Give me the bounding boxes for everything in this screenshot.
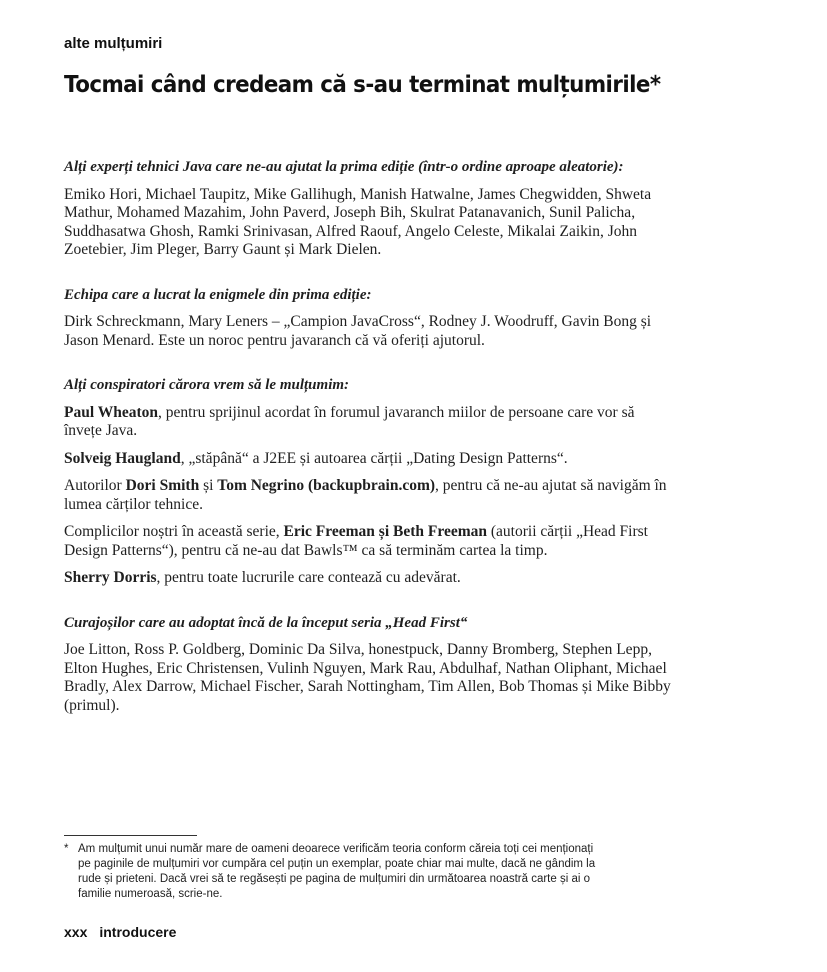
page-title: Tocmai când credeam că s-au terminat mulțumirile* [64,72,661,98]
thanks-paragraph [64,450,674,469]
section-technical-experts [64,158,674,260]
person-name: Eric Freeman și Beth Freeman [283,523,487,540]
page-footer [64,924,176,940]
section-conspirators [64,376,674,588]
thanks-paragraph [64,477,674,514]
section-heading: Echipa care a lucrat la enigmele din prima ediție: [64,286,372,303]
thanks-prefix: Complicilor noștri în această serie, [64,523,284,540]
thanks-text: (autorii cărții „Head First Design Patterns“), pentru că ne-au dat Bawls™ ca să terminăm cartea la timp. [64,523,648,559]
chapter-name: introducere [99,924,177,940]
section-puzzle-team [64,286,674,351]
footnote-divider [64,835,197,836]
acknowledgements-content [64,158,674,741]
person-name: Sherry Dorris [64,569,157,586]
footnote [64,842,604,902]
footnote-text: Am mulțumit unui număr mare de oameni deoarece verificăm teoria conform căreia toți cei menționați pe paginile de mulțumiri vor cumpăra cel puțin un exemplar, poate chiar mai multe, dacă ne gândim la rude și prieteni. Dacă vrei să te regăsești pe pagina de mulțumiri din următoarea noastră carte și ai o familie numeroasă, scrie-ne. [78,843,596,900]
thanks-conjunction: și [199,477,218,494]
section-body: Emiko Hori, Michael Taupitz, Mike Gallihugh, Manish Hatwalne, James Chegwidden, Shweta Mathur, Mohamed Mazahim, John Paverd, Joseph Bih, Skulrat Patanavanich, Sunil Palicha, Suddhasatwa Ghosh, Ramki Srinivasan, Alfred Raouf, Angelo Celeste, Mikalai Zaikin, John Zoetebier, Jim Pleger, Barry Gaunt și Mark Dielen. [64,185,652,258]
thanks-paragraph [64,404,674,441]
thanks-text: , pentru toate lucrurile care contează cu adevărat. [156,569,461,586]
section-early-adopters [64,614,674,716]
thanks-paragraph [64,523,674,560]
section-body: Dirk Schreckmann, Mary Leners – „Campion JavaCross“, Rodney J. Woodruff, Gavin Bong și Jason Menard. Este un noroc pentru javaranch că vă oferiți ajutorul. [64,313,652,349]
thanks-text: , pentru sprijinul acordat în forumul javaranch miilor de persoane care vor să învețe Java. [64,403,635,439]
person-name: Paul Wheaton [64,403,159,421]
person-name: Tom Negrino (backupbrain.com) [217,477,436,494]
footnote-mark: * [64,843,69,855]
page-number: xxx [64,924,88,940]
thanks-paragraph [64,569,674,588]
thanks-text: , „stăpână“ a J2EE și autoarea cărții „Dating Design Patterns“. [180,449,568,467]
thanks-prefix: Autorilor [64,477,126,494]
thanks-text: , pentru că ne-au ajutat să navigăm în lumea cărților tehnice. [64,477,667,513]
running-head: alte mulțumiri [64,35,163,52]
section-heading: Alți conspiratori cărora vrem să le mulțumim: [64,377,350,393]
section-heading: Alți experți tehnici Java care ne-au ajutat la prima ediție (într-o ordine aproape aleatorie): [64,159,624,175]
section-heading: Curajoșilor care au adoptat încă de la început seria „Head First“ [64,614,468,631]
person-name: Dori Smith [125,477,200,494]
section-body: Joe Litton, Ross P. Goldberg, Dominic Da Silva, honestpuck, Danny Bromberg, Stephen Lepp, Elton Hughes, Eric Christensen, Vulinh Nguyen, Mark Rau, Abdulhaf, Nathan Oliphant, Michael Bradly, Alex Darrow, Michael Fischer, Sarah Nottingham, Tim Allen, Bob Thomas și Mike Bibby (primul). [64,641,671,714]
person-name: Solveig Haugland [64,449,181,467]
